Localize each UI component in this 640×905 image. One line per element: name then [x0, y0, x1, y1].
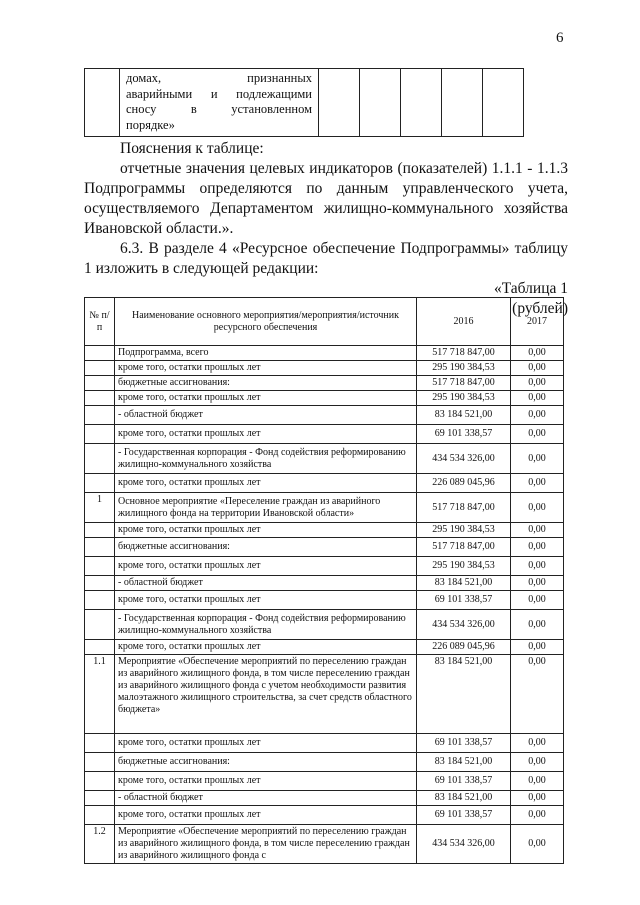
row-value-2017: 0,00 [511, 557, 564, 576]
row-value-2016: 83 184 521,00 [417, 753, 511, 772]
row-name: кроме того, остатки прошлых лет [115, 557, 417, 576]
row-num [85, 557, 115, 576]
table-row [85, 772, 564, 791]
row-num: 1.1 [85, 655, 115, 734]
row-value-2016: 83 184 521,00 [417, 576, 511, 591]
row-value-2016: 434 534 326,00 [417, 444, 511, 474]
row-num [85, 523, 115, 538]
row-value-2017: 0,00 [511, 493, 564, 523]
header-2017: 2017 [511, 298, 564, 346]
row-num [85, 640, 115, 655]
row-value-2017: 0,00 [511, 576, 564, 591]
table-row [85, 591, 564, 610]
row-name: бюджетные ассигнования: [115, 376, 417, 391]
row-name: кроме того, остатки прошлых лет [115, 425, 417, 444]
row-value-2016: 83 184 521,00 [417, 655, 511, 734]
row-value-2016: 295 190 384,53 [417, 361, 511, 376]
table-row [85, 346, 564, 361]
row-value-2016: 69 101 338,57 [417, 591, 511, 610]
cont-cell [401, 69, 442, 137]
table-row [85, 655, 564, 734]
row-value-2016: 83 184 521,00 [417, 406, 511, 425]
notes-text: отчетные значения целевых индикаторов (показателей) 1.1.1 - 1.1.3 Подпрограммы определяются по данным управленческого учета, осуществляемого Департаментом жилищно-коммунального хозяйства Ивановской области.». [84, 160, 568, 237]
table-row [85, 640, 564, 655]
row-value-2017: 0,00 [511, 591, 564, 610]
row-value-2016: 517 718 847,00 [417, 346, 511, 361]
cont-line: порядке» [126, 117, 175, 132]
row-value-2016: 434 534 326,00 [417, 610, 511, 640]
row-value-2017: 0,00 [511, 610, 564, 640]
row-name: кроме того, остатки прошлых лет [115, 523, 417, 538]
row-name: Мероприятие «Обеспечение мероприятий по переселению граждан из аварийного жилищного фонда, в том числе переселению граждан из аварийного жилищного фонда с учетом необходимости развития малоэтажного жилищного строительства, за счет средств областного бюджета» [115, 655, 417, 734]
row-value-2017: 0,00 [511, 772, 564, 791]
row-value-2016: 517 718 847,00 [417, 376, 511, 391]
table-row [85, 753, 564, 772]
row-name: кроме того, остатки прошлых лет [115, 806, 417, 825]
row-value-2016: 295 190 384,53 [417, 557, 511, 576]
row-num [85, 444, 115, 474]
table-row [85, 576, 564, 591]
row-num: 1 [85, 493, 115, 523]
row-value-2016: 226 089 045,96 [417, 640, 511, 655]
table-row [85, 361, 564, 376]
row-value-2016: 517 718 847,00 [417, 493, 511, 523]
row-num [85, 576, 115, 591]
row-name: кроме того, остатки прошлых лет [115, 734, 417, 753]
row-value-2016: 295 190 384,53 [417, 391, 511, 406]
row-value-2017: 0,00 [511, 753, 564, 772]
cont-cell-text [120, 69, 319, 137]
notes-heading: Пояснения к таблице: [120, 140, 264, 157]
row-name: кроме того, остатки прошлых лет [115, 640, 417, 655]
table-row [85, 557, 564, 576]
row-value-2017: 0,00 [511, 791, 564, 806]
row-name: кроме того, остатки прошлых лет [115, 474, 417, 493]
resources-table [84, 297, 564, 864]
row-name: бюджетные ассигнования: [115, 753, 417, 772]
header-num: № п/п [85, 298, 115, 346]
header-name: Наименование основного мероприятия/мероприятия/источник ресурсного обеспечения [115, 298, 417, 346]
row-value-2017: 0,00 [511, 655, 564, 734]
row-num [85, 591, 115, 610]
row-value-2016: 69 101 338,57 [417, 425, 511, 444]
row-num [85, 361, 115, 376]
header-2016: 2016 [417, 298, 511, 346]
cont-cell [483, 69, 524, 137]
row-value-2017: 0,00 [511, 474, 564, 493]
table-row [85, 425, 564, 444]
row-value-2016: 83 184 521,00 [417, 791, 511, 806]
row-num [85, 753, 115, 772]
row-num [85, 346, 115, 361]
table-row [85, 474, 564, 493]
row-name: Подпрограмма, всего [115, 346, 417, 361]
table-label: «Таблица 1 [493, 280, 568, 297]
row-name: кроме того, остатки прошлых лет [115, 361, 417, 376]
row-name: бюджетные ассигнования: [115, 538, 417, 557]
row-name: - Государственная корпорация - Фонд содействия реформированию жилищно-коммунального хозяйства [115, 610, 417, 640]
table-row [85, 538, 564, 557]
row-value-2017: 0,00 [511, 425, 564, 444]
table-row [85, 806, 564, 825]
row-value-2017: 0,00 [511, 361, 564, 376]
row-value-2017: 0,00 [511, 346, 564, 361]
row-num [85, 425, 115, 444]
row-value-2016: 434 534 326,00 [417, 825, 511, 864]
row-num: 1.2 [85, 825, 115, 864]
notes-item: 6.3. В разделе 4 «Ресурсное обеспечение Подпрограммы» таблицу 1 изложить в следующей редакции: [84, 240, 568, 277]
row-value-2016: 517 718 847,00 [417, 538, 511, 557]
row-num [85, 391, 115, 406]
row-value-2017: 0,00 [511, 640, 564, 655]
row-value-2016: 69 101 338,57 [417, 772, 511, 791]
table-row [85, 444, 564, 474]
row-value-2017: 0,00 [511, 734, 564, 753]
row-name: Основное мероприятие «Переселение граждан из аварийного жилищного фонда на территории Ивановской области» [115, 493, 417, 523]
table-row [85, 376, 564, 391]
row-value-2017: 0,00 [511, 444, 564, 474]
row-num [85, 610, 115, 640]
notes-block [84, 139, 568, 319]
table-row [85, 391, 564, 406]
row-value-2017: 0,00 [511, 538, 564, 557]
cont-line: домах, признанных [126, 71, 312, 85]
cont-cell [319, 69, 360, 137]
table-row [85, 523, 564, 538]
row-value-2017: 0,00 [511, 391, 564, 406]
row-num [85, 474, 115, 493]
table-row [85, 825, 564, 864]
row-value-2016: 69 101 338,57 [417, 734, 511, 753]
row-num [85, 734, 115, 753]
row-num [85, 791, 115, 806]
cont-cell [442, 69, 483, 137]
table-units: (рублей) [512, 300, 568, 317]
row-value-2016: 226 089 045,96 [417, 474, 511, 493]
row-value-2017: 0,00 [511, 825, 564, 864]
row-value-2017: 0,00 [511, 523, 564, 538]
cont-cell-num [85, 69, 120, 137]
cont-line: аварийными и подлежащими [126, 86, 312, 101]
row-num [85, 406, 115, 425]
table-row [85, 406, 564, 425]
row-num [85, 806, 115, 825]
row-num [85, 376, 115, 391]
row-value-2017: 0,00 [511, 376, 564, 391]
row-num [85, 538, 115, 557]
row-num [85, 772, 115, 791]
row-name: - областной бюджет [115, 406, 417, 425]
row-name: Мероприятие «Обеспечение мероприятий по переселению граждан из аварийного жилищного фонда, в том числе переселению граждан из аварийного жилищного фонда с [115, 825, 417, 864]
row-value-2017: 0,00 [511, 406, 564, 425]
row-value-2016: 69 101 338,57 [417, 806, 511, 825]
row-name: - Государственная корпорация - Фонд содействия реформированию жилищно-коммунального хозяйства [115, 444, 417, 474]
row-name: кроме того, остатки прошлых лет [115, 591, 417, 610]
table-row [85, 610, 564, 640]
continuation-table [84, 68, 524, 137]
row-name: кроме того, остатки прошлых лет [115, 772, 417, 791]
cont-line: сносу в установленном [126, 102, 312, 116]
table-row [85, 493, 564, 523]
row-name: - областной бюджет [115, 791, 417, 806]
table-row [85, 791, 564, 806]
row-name: - областной бюджет [115, 576, 417, 591]
row-value-2017: 0,00 [511, 806, 564, 825]
row-name: кроме того, остатки прошлых лет [115, 391, 417, 406]
table-row [85, 734, 564, 753]
cont-cell [360, 69, 401, 137]
row-value-2016: 295 190 384,53 [417, 523, 511, 538]
page-number: 6 [556, 30, 564, 46]
